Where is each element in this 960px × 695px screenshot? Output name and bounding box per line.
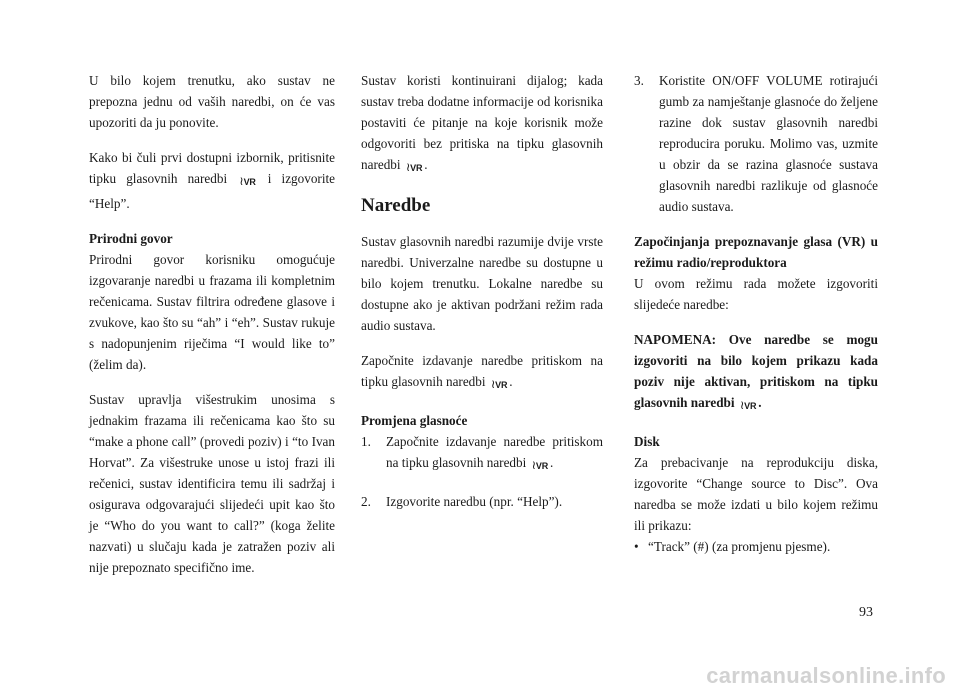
numbered-list-volume-continued <box>634 70 878 217</box>
section-volume-change <box>361 410 603 512</box>
heading-radio-vr: Započinjanja prepoznavanje glasa (VR) u režimu radio/reproduktora <box>634 234 878 270</box>
paragraph-command-types: Sustav glasovnih naredbi razumije dvije vrste naredbi. Univerzalne naredbe su dostupne u bilo kojem trenutku. Lokalne naredbe su dostupne ako je aktivan podržani režim rada audio sustava. <box>361 234 603 333</box>
heading-natural-speech: Prirodni govor <box>89 231 173 246</box>
numbered-list-volume <box>361 431 603 512</box>
paragraph-multiple-inputs: Sustav upravlja višestrukim unosima s jednakim frazama ili rečenicama kao što su “make a phone call” (provedi poziv) i “to Ivan Horvat”. Za višestruke unose u istoj frazi ili rečenici, sustav identificira temu ili sadržaj i osigurava odgovarajući slijedeći upit kao što je “Who do you want to call?” (koga želite nazvati) u slučaju kada je zatražen poziv ali nije prepoznato specifično ime. <box>89 392 335 575</box>
heading-disc: Disk <box>634 434 660 449</box>
page-number: 93 <box>859 605 873 620</box>
column-left <box>89 70 335 592</box>
section-radio-vr: Započinjanja prepoznavanje glasa (VR) u režimu radio/reproduktora U ovom režimu rada možete izgovoriti slijedeće naredbe: <box>634 231 878 315</box>
voice-command-vr-icon: ≀VR <box>531 458 548 472</box>
heading-commands: Naredbe <box>361 195 431 216</box>
voice-command-vr-icon: ≀VR <box>405 160 423 174</box>
watermark: carmanualsonline.info <box>706 663 946 688</box>
paragraph-start-command: Započnite izdavanje naredbe pritiskom na tipku glasovnih naredbi ≀VR . <box>361 350 603 396</box>
list-item: 2. Izgovorite naredbu (npr. “Help”). <box>361 494 563 509</box>
note-paragraph: NAPOMENA: Ove naredbe se mogu izgovoriti na bilo kojem prikazu kada poziv nije aktivan, pritiskom na tipku glasovnih naredbi ≀VR . <box>634 329 878 417</box>
column-middle <box>361 70 603 526</box>
voice-command-vr-icon: ≀VR <box>490 377 508 391</box>
list-item: • “Track” (#) (za promjenu pjesme). <box>634 539 831 554</box>
list-item: 3. Koristite ON/OFF VOLUME rotirajući gumb za namještanje glasnoće do željene razine dok sustav glasovnih naredbi reproducira poruku. Molimo vas, uzmite u obzir da se razina glasnoće sustava glasovnih naredbi razlikuje od glasnoće audio sustava. <box>634 73 878 214</box>
section-disc: Disk Za prebacivanje na reprodukciju diska, izgovorite “Change source to Disc”. Ova naredba se može izdati u bilo kojem režimu ili prikazu: • “Track” (#) (za promjenu pjesme). <box>634 431 878 557</box>
list-item: 1. Započnite izdavanje naredbe pritiskom na tipku glasovnih naredbi ≀VR . <box>361 431 603 477</box>
paragraph-unrecognized-command: U bilo kojem trenutku, ako sustav ne prepozna jednu od vaših naredbi, on će vas upozoriti da ju ponovite. <box>89 73 335 130</box>
voice-command-vr-icon: ≀VR <box>739 398 757 412</box>
section-natural-speech: Prirodni govor Prirodni govor korisniku omogućuje izgovaranje naredbi u frazama ili kompletnim rečenicama. Sustav filtrira određene glasove i zvukove, kao što su “ah” i “eh”. Sustav rukuje s nadopunjenim riječima “I would like to” (želim da). <box>89 228 335 375</box>
voice-command-vr-icon: ≀VR <box>239 174 256 188</box>
paragraph-help-menu: Kako bi čuli prvi dostupni izbornik, pritisnite tipku glasovnih naredbi ≀VR i izgovorite “Help”. <box>89 150 336 211</box>
heading-volume-change: Promjena glasnoće <box>361 413 468 428</box>
column-right <box>634 70 878 557</box>
paragraph-continuous-dialog: Sustav koristi kontinuirani dijalog; kada sustav treba dodatne informacije od korisnika postaviti će pitanje na koje korisnik može odgovoriti bez pritiska na tipku glasovnih naredbi ≀VR . <box>361 70 603 179</box>
bullet-list-disc <box>634 536 878 557</box>
